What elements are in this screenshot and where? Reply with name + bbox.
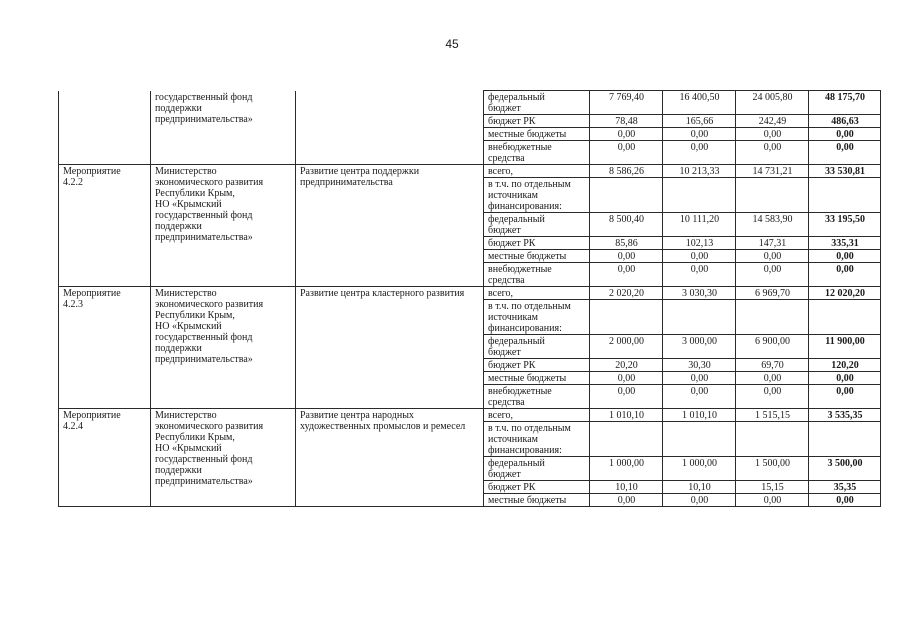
measure-label-cell [59,287,151,409]
total-cell [809,494,881,507]
measure-label-cell-line: Мероприятие [63,288,121,299]
funding-source-cell-line: всего, [488,410,514,421]
total-cell [809,91,881,115]
year3-cell-line: 0,00 [763,373,782,384]
funding-source-cell [484,409,590,422]
funding-source-cell-line: средства [488,397,525,408]
funding-source-cell [484,481,590,494]
year1-cell-line: 0,00 [617,129,636,140]
funding-source-cell [484,287,590,300]
year1-cell-line: 20,20 [615,360,638,371]
year3-cell [736,115,809,128]
year1-cell-line: 8 500,40 [609,214,644,225]
executor-cell-line: предпринимательства» [155,354,253,365]
year1-cell-line: 0,00 [617,251,636,262]
executor-cell [151,91,296,165]
funding-source-cell-line: источникам [488,434,538,445]
total-cell [809,115,881,128]
year3-cell [736,422,809,457]
total-cell [809,141,881,165]
funding-source-cell [484,372,590,385]
measure-name-cell-line: Развитие центра кластерного развития [300,288,465,299]
executor-cell-line: предпринимательства» [155,476,253,487]
executor-cell-line: предпринимательства» [155,113,253,125]
year2-cell [663,457,736,481]
year3-cell-line: 0,00 [763,142,782,153]
year2-cell-line: 10 213,33 [679,166,720,177]
measure-name-cell-line: Развитие центра поддержки [300,166,420,177]
year3-cell-line: 6 900,00 [755,336,790,347]
year2-cell [663,115,736,128]
year1-cell-line: 0,00 [617,495,636,506]
total-cell-line: 33 530,81 [825,166,865,177]
total-cell-line: 35,35 [833,482,857,493]
funding-source-cell-line: внебюджетные [488,142,552,153]
total-cell [809,178,881,213]
total-cell-line: 335,31 [831,238,859,249]
year3-cell-line: 1 515,15 [755,410,790,421]
total-cell [809,250,881,263]
year2-cell [663,165,736,178]
year2-cell [663,263,736,287]
funding-source-cell-line: финансирования: [488,323,562,334]
total-cell [809,372,881,385]
executor-cell-line: Республики Крым, [155,188,235,199]
funding-source-cell-line: средства [488,153,525,164]
year1-cell-line: 10,10 [615,482,638,493]
funding-source-cell-line: бюджет [488,347,521,358]
executor-cell-line: государственный фонд [155,332,253,343]
funding-source-cell [484,494,590,507]
year3-cell-line: 147,31 [758,238,787,249]
year1-cell [590,91,663,115]
total-cell [809,481,881,494]
funding-source-cell [484,141,590,165]
year3-cell [736,409,809,422]
year3-cell-line: 0,00 [763,251,782,262]
year3-cell-line: 24 005,80 [752,92,793,103]
funding-source-cell [484,422,590,457]
total-cell-line: 0,00 [836,495,854,506]
measure-label-cell-line: Мероприятие [63,410,121,421]
funding-source-cell-line: в т.ч. по отдельным [488,179,571,190]
funding-source-cell [484,237,590,250]
executor-cell-line: государственный фонд [155,454,253,465]
year1-cell-line: 2 000,00 [609,336,644,347]
funding-source-cell [484,335,590,359]
measure-name-cell-line: Развитие центра народных [300,410,414,421]
executor-cell-line: Министерство [155,410,217,421]
year2-cell [663,237,736,250]
executor-cell-line: НО «Крымский [155,199,222,210]
measure-label-cell [59,409,151,507]
year2-cell [663,250,736,263]
measure-label-cell-line: Мероприятие [63,166,121,177]
year3-cell [736,287,809,300]
year1-cell [590,115,663,128]
year2-cell-line: 165,66 [685,116,714,127]
year3-cell [736,263,809,287]
total-cell [809,359,881,372]
year2-cell-line: 30,30 [688,360,711,371]
executor-cell-line: предпринимательства» [155,232,253,243]
total-cell-line: 33 195,50 [825,214,865,225]
year3-cell-line: 0,00 [763,129,782,140]
page-number: 45 [445,37,459,51]
funding-source-cell-line: бюджет РК [488,482,536,493]
year2-cell [663,385,736,409]
measure-name-cell-line: предпринимательства [300,177,393,188]
year3-cell [736,481,809,494]
year1-cell [590,263,663,287]
year2-cell [663,409,736,422]
funding-source-cell [484,300,590,335]
total-cell-line: 3 500,00 [827,458,863,469]
year3-cell [736,213,809,237]
funding-source-cell-line: местные бюджеты [488,495,567,506]
year2-cell-line: 1 000,00 [682,458,717,469]
total-cell [809,287,881,300]
total-cell [809,165,881,178]
year2-cell-line: 10,10 [688,482,711,493]
funding-source-cell-line: местные бюджеты [488,251,567,262]
year2-cell-line: 10 111,20 [679,214,720,225]
funding-source-cell-line: в т.ч. по отдельным [488,423,571,434]
year2-cell-line: 3 000,00 [682,336,717,347]
year1-cell-line: 7 769,40 [609,92,644,103]
year1-cell [590,237,663,250]
total-cell-line: 0,00 [836,386,854,397]
year3-cell [736,335,809,359]
funding-source-cell-line: бюджет [488,469,521,480]
year1-cell-line: 0,00 [617,142,636,153]
executor-cell-line: поддержки [155,102,202,114]
year2-cell [663,213,736,237]
year3-cell [736,165,809,178]
year3-cell-line: 0,00 [763,495,782,506]
executor-cell-line: поддержки [155,465,202,476]
year2-cell [663,372,736,385]
funding-source-cell [484,250,590,263]
year2-cell [663,178,736,213]
total-cell-line: 11 900,00 [825,336,865,347]
funding-source-cell-line: источникам [488,312,538,323]
year2-cell [663,494,736,507]
year2-cell-line: 16 400,50 [679,92,720,103]
total-cell [809,385,881,409]
funding-source-cell-line: источникам [488,190,538,201]
year3-cell-line: 0,00 [763,264,782,275]
executor-cell [151,287,296,409]
funding-source-cell-line: средства [488,275,525,286]
measure-name-cell [296,91,484,165]
year3-cell [736,237,809,250]
total-cell [809,409,881,422]
total-cell-line: 486,63 [831,116,859,127]
total-cell [809,263,881,287]
year2-cell [663,335,736,359]
executor-cell-line: Республики Крым, [155,310,235,321]
executor-cell-line: поддержки [155,343,202,354]
year1-cell [590,250,663,263]
table-row [59,165,881,178]
funding-source-cell-line: внебюджетные [488,386,552,397]
year1-cell [590,300,663,335]
year1-cell-line: 78,48 [615,116,638,127]
year3-cell-line: 69,70 [761,360,784,371]
measure-name-cell [296,409,484,507]
measure-label-cell [59,165,151,287]
total-cell [809,213,881,237]
total-cell [809,335,881,359]
executor-cell-line: экономического развития [155,299,264,310]
measure-label-cell-line: 4.2.4 [63,421,83,432]
funding-source-cell-line: федеральный [488,214,545,225]
funding-source-cell-line: бюджет РК [488,116,536,127]
table-row [59,91,881,115]
total-cell-line: 120,20 [831,360,859,371]
total-cell [809,237,881,250]
executor-cell-line: Республики Крым, [155,432,235,443]
funding-source-cell [484,128,590,141]
total-cell-line: 0,00 [836,142,854,153]
year2-cell [663,300,736,335]
funding-source-cell [484,165,590,178]
year2-cell-line: 1 010,10 [682,410,717,421]
funding-source-cell [484,457,590,481]
year3-cell [736,385,809,409]
year3-cell-line: 14 583,90 [752,214,793,225]
funding-source-cell-line: всего, [488,166,514,177]
executor-cell-line: НО «Крымский [155,321,222,332]
year1-cell [590,494,663,507]
year1-cell [590,372,663,385]
year3-cell [736,178,809,213]
total-cell [809,300,881,335]
year1-cell [590,128,663,141]
year3-cell-line: 14 731,21 [752,166,793,177]
total-cell-line: 0,00 [836,129,854,140]
year3-cell [736,250,809,263]
year3-cell-line: 1 500,00 [755,458,790,469]
total-cell-line: 48 175,70 [825,92,865,103]
executor-cell-line: экономического развития [155,421,264,432]
year3-cell-line: 6 969,70 [755,288,790,299]
funding-source-cell-line: всего, [488,288,514,299]
year2-cell [663,359,736,372]
year2-cell-line: 0,00 [690,142,709,153]
executor-cell [151,165,296,287]
year1-cell [590,165,663,178]
executor-cell-line: государственный фонд [155,210,253,221]
year1-cell-line: 1 010,10 [609,410,644,421]
funding-source-cell-line: бюджет РК [488,238,536,249]
year1-cell [590,287,663,300]
funding-source-cell [484,115,590,128]
year3-cell [736,359,809,372]
year1-cell [590,422,663,457]
executor-cell-line: Министерство [155,166,217,177]
year1-cell [590,409,663,422]
year2-cell [663,422,736,457]
year2-cell [663,287,736,300]
measure-label-cell-line: 4.2.3 [63,299,83,310]
funding-source-cell-line: внебюджетные [488,264,552,275]
total-cell [809,422,881,457]
year1-cell-line: 1 000,00 [609,458,644,469]
funding-source-cell-line: бюджет [488,103,521,114]
funding-source-cell-line: федеральный [488,336,545,347]
funding-source-cell-line: федеральный [488,92,545,103]
funding-source-cell [484,385,590,409]
year1-cell-line: 2 020,20 [609,288,644,299]
funding-source-cell-line: местные бюджеты [488,129,567,140]
total-cell-line: 12 020,20 [825,288,865,299]
year3-cell [736,457,809,481]
year1-cell-line: 85,86 [615,238,638,249]
funding-source-cell-line: местные бюджеты [488,373,567,384]
year3-cell [736,300,809,335]
year3-cell [736,91,809,115]
measure-name-cell-line: художественных промыслов и ремесел [300,421,466,432]
funding-source-cell [484,359,590,372]
executor-cell-line: Министерство [155,288,217,299]
total-cell-line: 0,00 [836,264,854,275]
total-cell [809,128,881,141]
measure-name-cell [296,165,484,287]
year1-cell [590,385,663,409]
funding-source-cell [484,91,590,115]
year2-cell-line: 3 030,30 [682,288,717,299]
funding-source-cell-line: финансирования: [488,201,562,212]
year2-cell-line: 0,00 [690,251,709,262]
measure-label-cell [59,91,151,165]
year3-cell-line: 0,00 [763,386,782,397]
funding-source-cell-line: федеральный [488,458,545,469]
year1-cell [590,178,663,213]
funding-source-cell-line: бюджет [488,225,521,236]
year2-cell [663,128,736,141]
executor-cell-line: экономического развития [155,177,264,188]
measure-label-cell-line: 4.2.2 [63,177,83,188]
year2-cell-line: 0,00 [690,129,709,140]
year1-cell [590,213,663,237]
table-row [59,409,881,422]
year3-cell-line: 15,15 [761,482,784,493]
year1-cell [590,335,663,359]
total-cell-line: 0,00 [836,373,854,384]
year2-cell-line: 0,00 [690,264,709,275]
funding-source-cell-line: бюджет РК [488,360,536,371]
year2-cell-line: 102,13 [685,238,714,249]
total-cell [809,457,881,481]
executor-cell-line: НО «Крымский [155,443,222,454]
funding-source-cell [484,213,590,237]
year1-cell [590,359,663,372]
year3-cell-line: 242,49 [758,116,787,127]
executor-cell-line: государственный фонд [155,91,253,103]
year2-cell [663,141,736,165]
funding-source-cell-line: финансирования: [488,445,562,456]
executor-cell [151,409,296,507]
year3-cell [736,141,809,165]
year1-cell-line: 0,00 [617,264,636,275]
total-cell-line: 0,00 [836,251,854,262]
year1-cell [590,457,663,481]
funding-source-cell [484,178,590,213]
year2-cell [663,91,736,115]
year2-cell-line: 0,00 [690,386,709,397]
year1-cell [590,141,663,165]
year2-cell [663,481,736,494]
year1-cell-line: 0,00 [617,373,636,384]
funding-source-cell [484,263,590,287]
year3-cell [736,494,809,507]
year1-cell-line: 8 586,26 [609,166,644,177]
year1-cell-line: 0,00 [617,386,636,397]
year3-cell [736,372,809,385]
year1-cell [590,481,663,494]
financing-table [58,90,881,507]
year2-cell-line: 0,00 [690,495,709,506]
year2-cell-line: 0,00 [690,373,709,384]
total-cell-line: 3 535,35 [827,410,863,421]
executor-cell-line: поддержки [155,221,202,232]
funding-source-cell-line: в т.ч. по отдельным [488,301,571,312]
year3-cell [736,128,809,141]
table-row [59,287,881,300]
measure-name-cell [296,287,484,409]
